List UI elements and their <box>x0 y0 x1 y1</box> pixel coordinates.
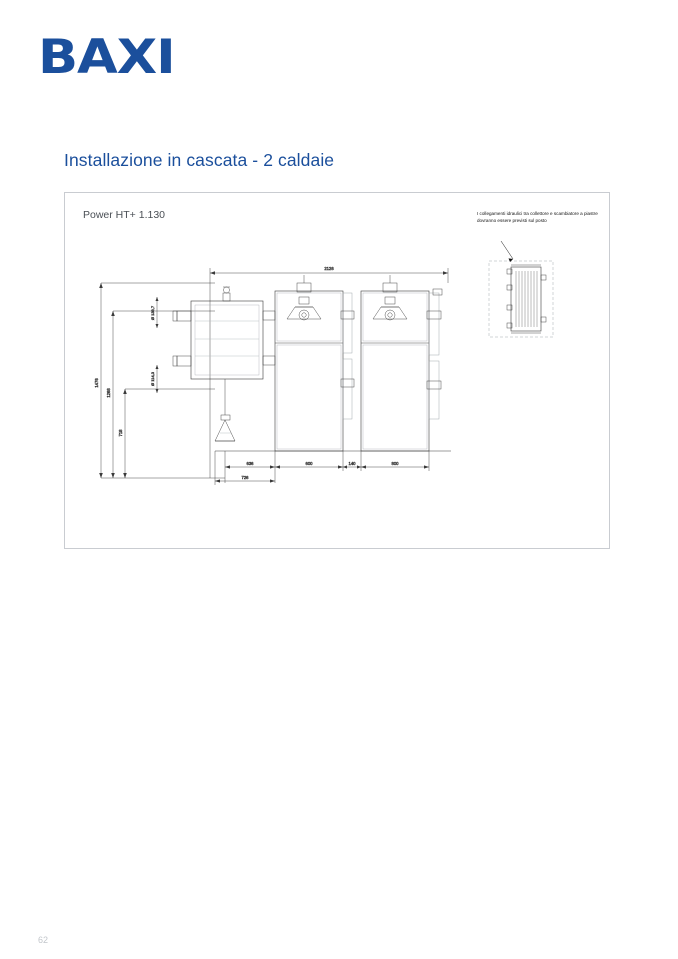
dim-bottom-1: 636 <box>246 461 254 466</box>
dim-diam-top: Ø 139,7 <box>150 305 155 321</box>
hydraulic-note: I collegamenti idraulici tra collettore e scambiatore a piastre dovranno essere previsti sul posto <box>477 211 598 223</box>
dim-bottom-3: 140 <box>348 461 356 466</box>
dim-left-lower: 718 <box>118 429 123 437</box>
dim-bottom-4: 800 <box>391 461 399 466</box>
dim-bottom-second: 726 <box>241 475 249 480</box>
figure-container <box>64 192 610 549</box>
technical-drawing <box>65 193 611 550</box>
baxi-logo: BAXI <box>38 30 175 85</box>
figure-caption: Power HT+ 1.130 <box>83 209 166 221</box>
page-title: Installazione in cascata - 2 caldaie <box>64 150 335 170</box>
dim-left-total: 1476 <box>94 378 99 388</box>
page-number: 62 <box>38 935 49 945</box>
dim-bottom-2: 600 <box>305 461 313 466</box>
dim-diam-bottom: Ø 114,3 <box>150 372 155 386</box>
dim-left-mid: 1268 <box>106 388 111 398</box>
dim-top-overall: 2126 <box>324 266 334 271</box>
